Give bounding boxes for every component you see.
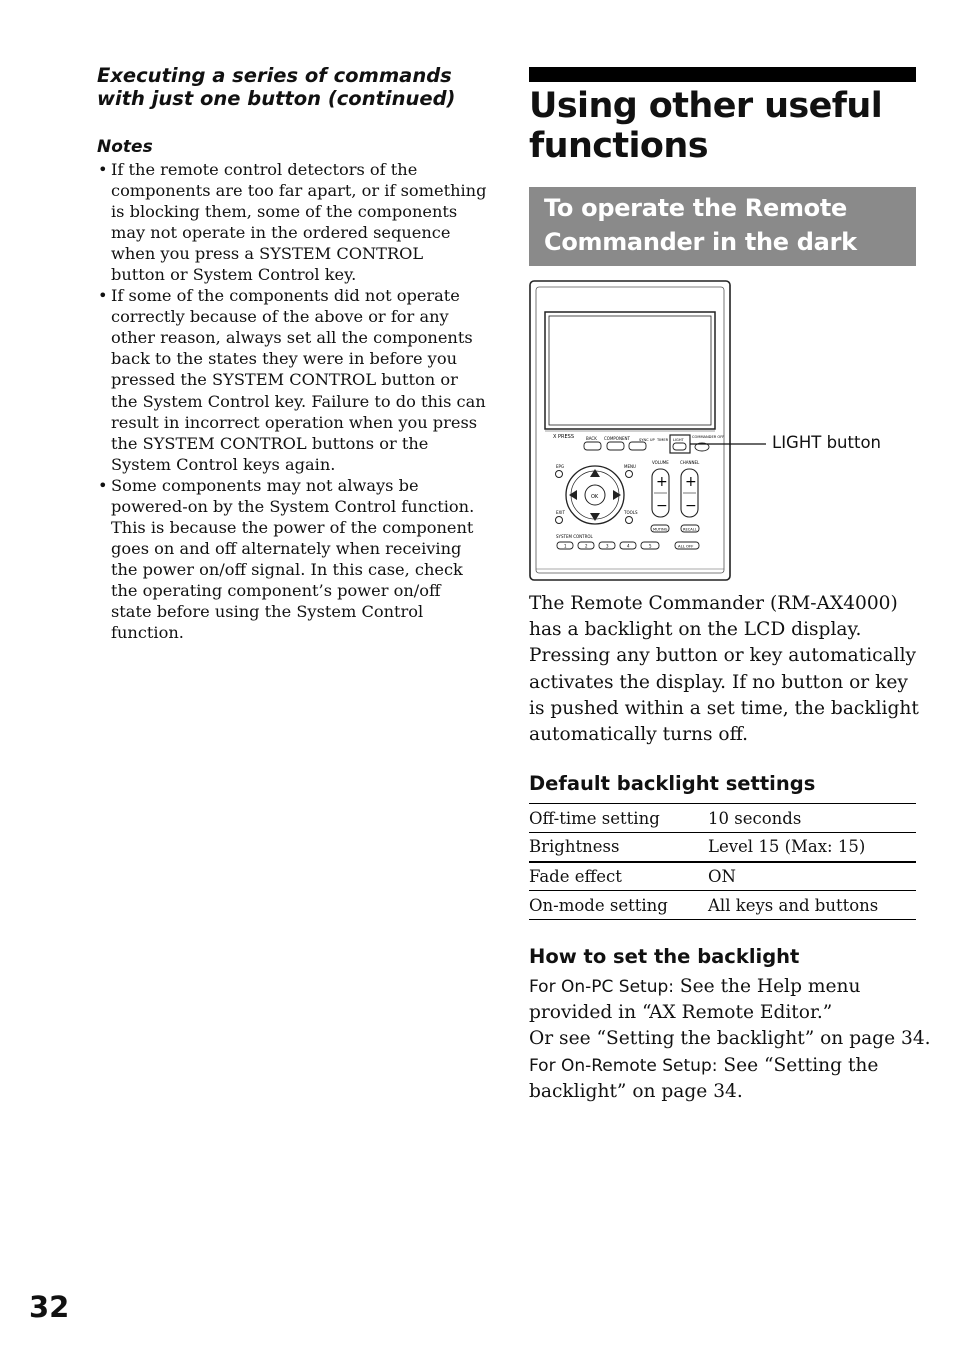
note-line: • If the remote control detectors of the xyxy=(111,160,418,179)
note-line: function. xyxy=(111,623,184,643)
note-line: System Control keys again. xyxy=(111,454,336,474)
remote-setup-lead: For On-Remote Setup: xyxy=(529,1055,718,1076)
settings-row xyxy=(529,804,916,833)
back-button[interactable] xyxy=(584,442,601,450)
note-line: when you press a SYSTEM CONTROL xyxy=(111,244,424,264)
epg-button[interactable] xyxy=(556,471,563,478)
tools-label: TOOLS xyxy=(624,510,638,515)
all-off-label: ALL OFF xyxy=(678,543,694,549)
note-line: pressed the SYSTEM CONTROL button or xyxy=(111,370,458,390)
note-line: correctly because of the above or for any xyxy=(111,307,449,327)
channel-label: CHANNEL xyxy=(680,460,700,465)
pc-setup-lead: For On-PC Setup: xyxy=(529,977,674,997)
menu-label: MENU xyxy=(624,464,636,469)
volume-label: VOLUME xyxy=(652,460,669,465)
remote-commander-illustration xyxy=(529,280,919,582)
note-item xyxy=(97,159,487,285)
remote-setup-line1 xyxy=(529,1053,929,1079)
note-line: components are too far apart, or if something xyxy=(111,181,487,201)
intro-line: The Remote Commander (RM-AX4000) xyxy=(529,593,898,614)
system-control-label: SYSTEM CONTROL xyxy=(556,534,593,539)
setting-value: ON xyxy=(708,862,916,891)
intro-line: Pressing any button or key automatically xyxy=(529,645,917,667)
commander-off-label: COMMANDER OFF xyxy=(692,435,725,439)
setting-value: All keys and buttons xyxy=(708,891,916,920)
pc-setup-line1 xyxy=(529,974,929,1000)
intro-line: automatically turns off. xyxy=(529,724,749,746)
notes-heading: Notes xyxy=(97,137,153,157)
component-button[interactable] xyxy=(607,442,624,450)
system-control-2-label: 2 xyxy=(585,543,588,549)
section-title-line1: Using other useful xyxy=(529,86,883,126)
note-line: back to the states they were in before you xyxy=(111,349,457,369)
setting-name: Fade effect xyxy=(529,862,708,891)
note-line: result in incorrect operation when you press xyxy=(111,412,478,432)
volume-plus-label: + xyxy=(656,474,668,490)
setting-value: Level 15 (Max: 15) xyxy=(708,833,916,862)
exit-button[interactable] xyxy=(556,517,563,524)
settings-row xyxy=(529,891,916,920)
note-line: the System Control key. Failure to do this can xyxy=(111,391,486,411)
back-label: BACK xyxy=(586,436,597,441)
component-label: COMPONENT xyxy=(604,436,630,441)
tools-button[interactable] xyxy=(626,517,633,524)
note-line: • Some components may not always be xyxy=(111,475,419,495)
section-title xyxy=(529,86,919,166)
note-item xyxy=(97,285,487,474)
setting-value: 10 seconds xyxy=(708,804,916,833)
note-line: goes on and off alternately when receiving xyxy=(111,538,462,558)
notes-list xyxy=(97,159,487,643)
setting-name: Off-time setting xyxy=(529,804,708,833)
x-press-label: X PRESS xyxy=(553,434,575,440)
intro-line: activates the display. If no button or key xyxy=(529,671,908,693)
how-to-paragraph xyxy=(529,974,929,1105)
section-title-line2: functions xyxy=(529,126,708,166)
note-line: button or System Control key. xyxy=(111,265,357,285)
default-backlight-heading: Default backlight settings xyxy=(529,772,816,795)
channel-minus-label: − xyxy=(685,498,697,514)
ok-label: OK xyxy=(591,494,599,500)
continued-heading-line2: with just one button (continued) xyxy=(97,87,456,110)
system-control-3-label: 3 xyxy=(606,543,609,549)
note-line: other reason, always set all the components xyxy=(111,328,473,348)
topic-heading-line1: To operate the Remote xyxy=(544,194,848,222)
backlight-settings-table xyxy=(529,803,916,920)
system-control-4-label: 4 xyxy=(627,543,630,549)
pc-setup-text1: See the Help menu xyxy=(674,976,861,997)
note-line: powered-on by the System Control function. xyxy=(111,496,475,516)
muting-label: MUTING xyxy=(653,527,668,532)
topic-heading-line2: Commander in the dark xyxy=(544,228,857,256)
system-control-5-label: 5 xyxy=(649,543,652,549)
note-line: the power on/off signal. In this case, check xyxy=(111,559,463,579)
note-item xyxy=(97,475,487,643)
settings-row xyxy=(529,833,916,862)
note-line: the SYSTEM CONTROL buttons or the xyxy=(111,433,429,453)
continued-heading xyxy=(97,64,487,110)
setting-name: On-mode setting xyxy=(529,891,708,920)
sync-up-label: SYNC UP xyxy=(639,438,655,442)
system-control-1-label: 1 xyxy=(564,543,567,549)
note-line: • If some of the components did not operate xyxy=(111,286,460,306)
menu-button[interactable] xyxy=(626,471,633,478)
topic-heading-box xyxy=(529,187,916,266)
timer-label: TIMER xyxy=(657,438,669,442)
intro-line: has a backlight on the LCD display. xyxy=(529,619,862,641)
continued-heading-line1: Executing a series of commands xyxy=(97,64,452,87)
volume-minus-label: − xyxy=(656,498,668,514)
remote-setup-text2: backlight” on page 34. xyxy=(529,1080,743,1102)
note-line: This is because the power of the component xyxy=(111,517,474,537)
light-button[interactable] xyxy=(673,443,686,450)
pc-setup-text3: Or see “Setting the backlight” on page 34. xyxy=(529,1028,931,1050)
pc-setup-text2: provided in “AX Remote Editor.” xyxy=(529,1002,833,1024)
page-number: 32 xyxy=(29,1290,70,1324)
intro-line: is pushed within a set time, the backlight xyxy=(529,697,919,719)
light-button-callout-label: LIGHT button xyxy=(772,433,881,452)
remote-setup-text1: See “Setting the xyxy=(717,1054,879,1076)
settings-row xyxy=(529,862,916,891)
note-line: may not operate in the ordered sequence xyxy=(111,223,451,243)
epg-label: EPG xyxy=(556,464,565,469)
intro-paragraph xyxy=(529,591,929,748)
note-line: state before using the System Control xyxy=(111,601,424,621)
section-rule-bar xyxy=(529,67,916,82)
recall-label: RECALL xyxy=(683,527,697,532)
note-line: the operating component’s power on/off xyxy=(111,580,441,600)
setting-name: Brightness xyxy=(529,833,708,862)
light-label: LIGHT xyxy=(673,438,684,442)
channel-plus-label: + xyxy=(685,474,697,490)
note-line: is blocking them, some of the components xyxy=(111,202,458,222)
exit-label: EXIT xyxy=(556,510,565,515)
how-to-heading: How to set the backlight xyxy=(529,945,800,968)
